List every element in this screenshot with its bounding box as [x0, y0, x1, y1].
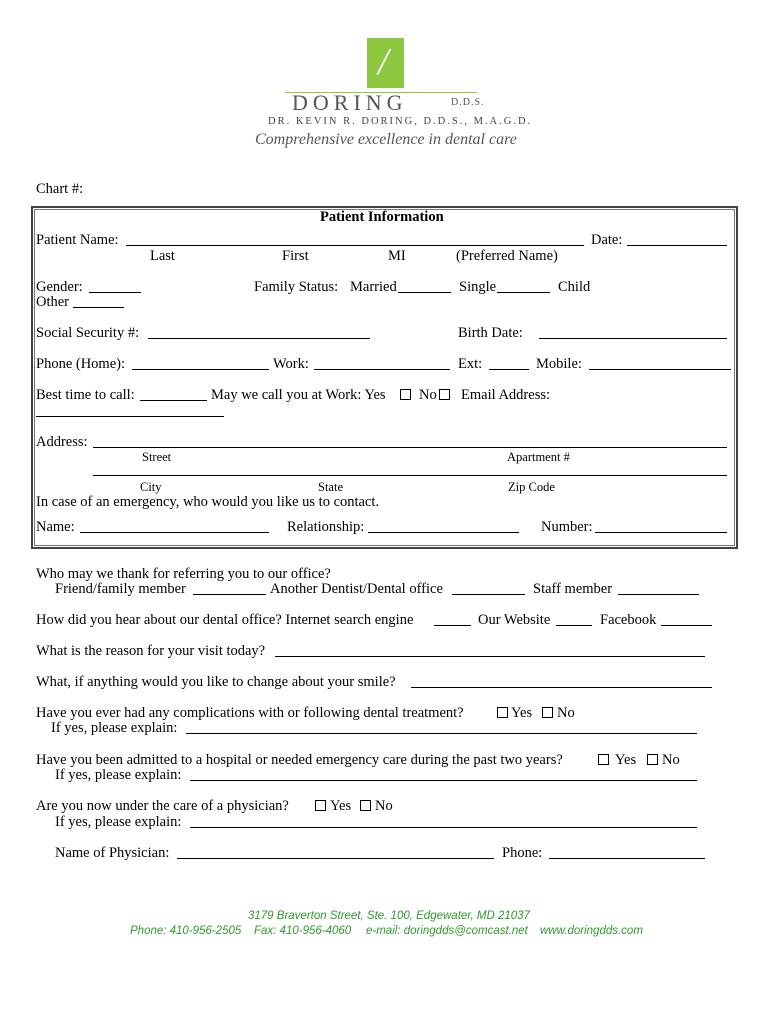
logo-letter: / — [378, 41, 389, 83]
family-option-child: Child — [558, 279, 591, 295]
complications-yes-label: Yes — [511, 705, 533, 721]
reason-field[interactable] — [275, 643, 705, 657]
best-time-label: Best time to call: — [36, 387, 135, 403]
complications-explain-label: If yes, please explain: — [51, 720, 178, 736]
friend-label: Friend/family member — [55, 581, 186, 597]
city-state-zip-field[interactable] — [93, 462, 727, 476]
search-engine-field[interactable] — [434, 612, 471, 626]
call-work-no-checkbox[interactable] — [439, 389, 450, 400]
reason-question: What is the reason for your visit today? — [36, 643, 266, 659]
apartment-caption: Apartment # — [507, 450, 570, 464]
physician-explain-field[interactable] — [190, 814, 697, 828]
admitted-no-label: No — [662, 752, 680, 768]
other-label: Other — [36, 294, 70, 310]
friend-field[interactable] — [193, 581, 266, 595]
ssn-field[interactable] — [148, 325, 370, 339]
family-option-single: Single — [459, 279, 497, 295]
physician-no-label: No — [375, 798, 393, 814]
admitted-no-checkbox[interactable] — [647, 754, 658, 765]
street-caption: Street — [142, 450, 172, 464]
another-dentist-field[interactable] — [452, 581, 525, 595]
emergency-contact-heading: In case of an emergency, who would you like us to contact. — [36, 494, 380, 510]
referral-question: Who may we thank for referring you to our office? — [36, 566, 331, 582]
mobile-field[interactable] — [589, 356, 731, 370]
call-work-yes-checkbox[interactable] — [400, 389, 411, 400]
street-address-field[interactable] — [93, 434, 727, 448]
name-part-mi: MI — [388, 248, 406, 264]
complications-explain-field[interactable] — [186, 720, 697, 734]
physician-explain-label: If yes, please explain: — [55, 814, 182, 830]
emergency-number-field[interactable] — [595, 519, 727, 533]
number-label: Number: — [541, 519, 593, 535]
ext-label: Ext: — [458, 356, 483, 372]
best-time-field[interactable] — [140, 387, 207, 401]
name-part-first: First — [282, 248, 309, 264]
physician-no-checkbox[interactable] — [360, 800, 371, 811]
ssn-label: Social Security #: — [36, 325, 140, 341]
physician-phone-label: Phone: — [502, 845, 543, 861]
hear-question: How did you hear about our dental office? Internet search engine — [36, 612, 414, 628]
physician-name-label: Name of Physician: — [55, 845, 170, 861]
staff-label: Staff member — [533, 581, 613, 597]
staff-field[interactable] — [618, 581, 699, 595]
name-part-last: Last — [150, 248, 175, 264]
gender-field[interactable] — [89, 279, 141, 293]
family-option-married: Married — [350, 279, 397, 295]
chart-number-label: Chart #: — [36, 181, 84, 197]
ext-field[interactable] — [489, 356, 529, 370]
physician-question: Are you now under the care of a physician? — [36, 798, 289, 814]
change-question: What, if anything would you like to change about your smile? — [36, 674, 396, 690]
date-field[interactable] — [627, 232, 727, 246]
email-field[interactable] — [36, 403, 224, 417]
emergency-name-field[interactable] — [80, 519, 269, 533]
single-field[interactable] — [497, 279, 550, 293]
admitted-explain-field[interactable] — [190, 767, 697, 781]
birth-date-field[interactable] — [539, 325, 727, 339]
another-dentist-label: Another Dentist/Dental office — [270, 581, 443, 597]
tagline: Comprehensive excellence in dental care — [255, 131, 517, 148]
family-status-label: Family Status: — [254, 279, 339, 295]
date-label: Date: — [591, 232, 623, 248]
state-caption: State — [318, 480, 343, 494]
mobile-label: Mobile: — [536, 356, 582, 372]
change-field[interactable] — [411, 674, 712, 688]
physician-yes-checkbox[interactable] — [315, 800, 326, 811]
zip-caption: Zip Code — [508, 480, 555, 494]
practice-name: DORING — [292, 90, 408, 115]
name-part-preferred: (Preferred Name) — [456, 248, 558, 264]
footer-address: 3179 Braverton Street, Ste. 100, Edgewater, MD 21037 — [248, 910, 530, 922]
complications-yes-checkbox[interactable] — [497, 707, 508, 718]
birth-date-label: Birth Date: — [458, 325, 523, 341]
married-field[interactable] — [398, 279, 451, 293]
admitted-explain-label: If yes, please explain: — [55, 767, 182, 783]
call-work-no-label: No — [419, 387, 437, 403]
footer-fax: Fax: 410-956-4060 — [254, 925, 352, 937]
website-label: Our Website — [478, 612, 551, 628]
admitted-yes-label: Yes — [615, 752, 637, 768]
facebook-field[interactable] — [661, 612, 712, 626]
footer-phone: Phone: 410-956-2505 — [130, 925, 242, 937]
section-title: Patient Information — [320, 209, 444, 225]
physician-phone-field[interactable] — [549, 845, 705, 859]
admitted-question: Have you been admitted to a hospital or needed emergency care during the past two years? — [36, 752, 563, 768]
website-field[interactable] — [556, 612, 592, 626]
phone-home-label: Phone (Home): — [36, 356, 125, 372]
complications-no-checkbox[interactable] — [542, 707, 553, 718]
complications-no-label: No — [557, 705, 575, 721]
patient-name-field[interactable] — [126, 232, 584, 246]
physician-name-field[interactable] — [177, 845, 494, 859]
email-label: Email Address: — [461, 387, 551, 403]
call-at-work-label: May we call you at Work: Yes — [211, 387, 386, 403]
patient-name-label: Patient Name: — [36, 232, 119, 248]
address-label: Address: — [36, 434, 88, 450]
work-phone-field[interactable] — [314, 356, 450, 370]
facebook-label: Facebook — [600, 612, 657, 628]
admitted-yes-checkbox[interactable] — [598, 754, 609, 765]
phone-home-field[interactable] — [132, 356, 269, 370]
footer-website-link[interactable]: www.doringdds.com — [540, 925, 643, 937]
complications-question: Have you ever had any complications with or following dental treatment? — [36, 705, 464, 721]
physician-yes-label: Yes — [330, 798, 352, 814]
gender-label: Gender: — [36, 279, 83, 295]
emergency-name-label: Name: — [36, 519, 75, 535]
logo-tile — [367, 38, 404, 88]
relationship-field[interactable] — [368, 519, 519, 533]
relationship-label: Relationship: — [287, 519, 365, 535]
doctor-name: DR. KEVIN R. DORING, D.D.S., M.A.G.D. — [268, 116, 533, 127]
footer-email: e-mail: doringdds@comcast.net — [366, 925, 528, 937]
city-caption: City — [140, 480, 162, 494]
other-field[interactable] — [73, 294, 124, 308]
practice-suffix: D.D.S. — [451, 97, 485, 108]
work-label: Work: — [273, 356, 309, 372]
